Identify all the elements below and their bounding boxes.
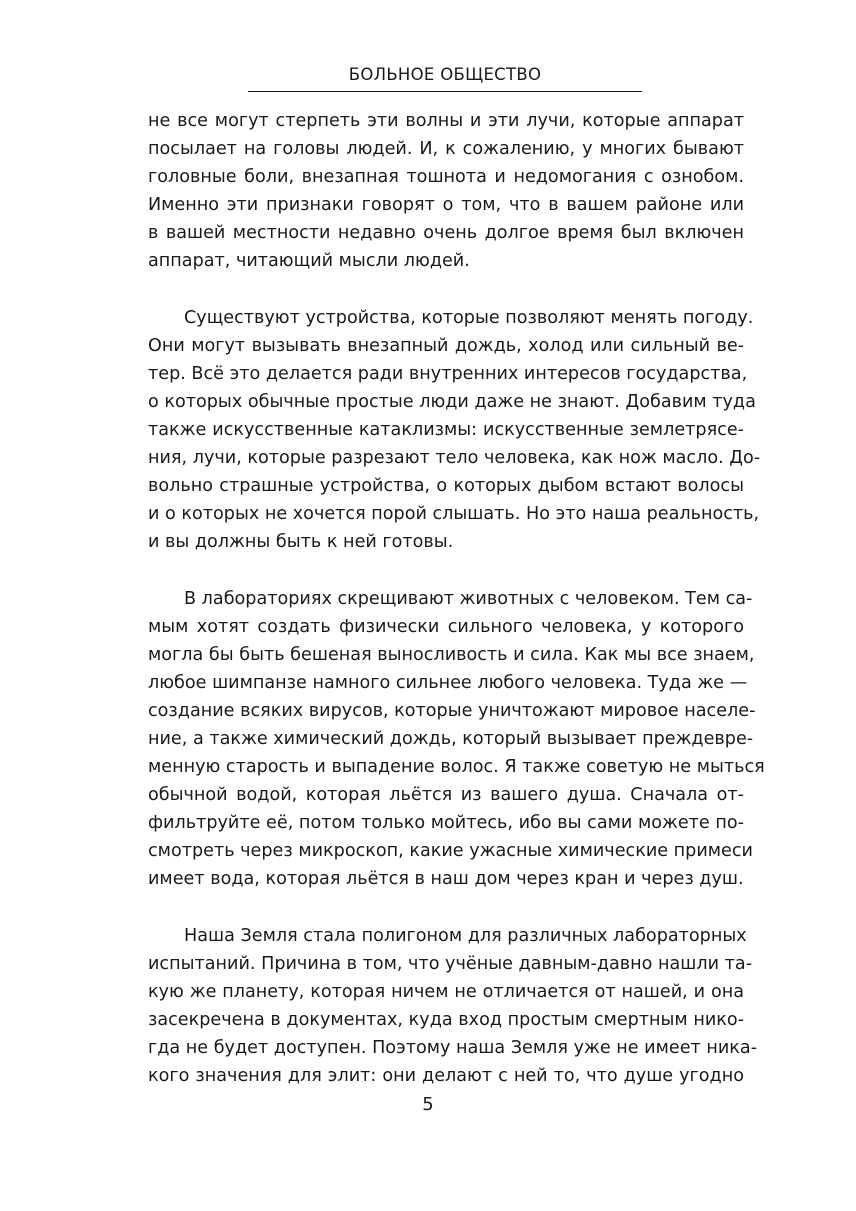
paragraph [148, 304, 761, 556]
text-line: имеет вода, которая льётся в наш дом через кран и через душ. [148, 869, 744, 889]
text-line: головные боли, внезапная тошнота и недомогания с ознобом. [148, 167, 744, 187]
text-line: о которых обычные простые люди даже не знают. Добавим туда [148, 392, 756, 412]
paragraph-gap [148, 893, 744, 922]
body-text [148, 107, 765, 1090]
text-line: вольно страшные устройства, о которых дыбом встают волосы [148, 476, 744, 496]
text-line: Они могут вызывать внезапный дождь, холод или сильный ве- [148, 336, 744, 356]
text-line: ния, лучи, которые разрезают тело человека, как нож масло. До- [148, 448, 761, 468]
text-line: любое шимпанзе намного сильнее любого человека. Туда же — [148, 673, 748, 693]
text-line: не все могут стерпеть эти волны и эти лучи, которые аппарат [148, 111, 744, 131]
text-line: гда не будет доступен. Поэтому наша Земля уже не имеет ника- [148, 1038, 758, 1058]
text-line: могла бы быть бешеная выносливость и сила. Как мы все знаем, [148, 645, 755, 665]
text-line: менную старость и выпадение волос. Я также советую не мыться [148, 757, 765, 777]
paragraph-gap [148, 556, 744, 585]
text-line: фильтруйте её, потом только мойтесь, ибо вы сами можете по- [148, 813, 744, 833]
text-line: аппарат, читающий мысли людей. [148, 251, 470, 271]
paragraph-gap [148, 275, 744, 304]
text-line: смотреть через микроскоп, какие ужасные химические примеси [148, 841, 753, 861]
text-line: Именно эти признаки говорят о том, что в вашем районе или [148, 195, 744, 215]
page-number: 5 [422, 1094, 434, 1115]
paragraph [148, 585, 765, 893]
text-line: ние, а также химический дождь, который вызывает преждевре- [148, 729, 754, 749]
running-head-title: БОЛЬНОЕ ОБЩЕСТВО [348, 65, 542, 84]
text-line: В лабораториях скрещивают животных с человеком. Тем са- [184, 589, 753, 609]
text-line: создание всяких вирусов, которые уничтожают мировое населе- [148, 701, 756, 721]
text-line: и вы должны быть к ней готовы. [148, 532, 454, 552]
text-line: в вашей местности недавно очень долгое время был включен [148, 223, 744, 243]
text-line: кого значения для элит: они делают с ней то, что душе угодно [148, 1066, 744, 1086]
text-line: кую же планету, которая ничем не отличается от нашей, и она [148, 982, 744, 1002]
text-line: засекречена в документах, куда вход простым смертным нико- [148, 1010, 744, 1030]
text-line: Наша Земля стала полигоном для различных лабораторных [184, 926, 747, 946]
text-line: также искусственные катаклизмы: искусственные землетрясе- [148, 420, 744, 440]
text-line: и о которых не хочется порой слышать. Но это наша реальность, [148, 504, 760, 524]
text-line: посылает на головы людей. И, к сожалению, у многих бывают [148, 139, 744, 159]
text-line: мым хотят создать физически сильного человека, у которого [148, 617, 744, 637]
paragraph [148, 107, 744, 275]
header-rule [248, 91, 642, 92]
text-line: Существуют устройства, которые позволяют менять погоду. [184, 308, 754, 328]
text-line: испытаний. Причина в том, что учёные давным-давно нашли та- [148, 954, 753, 974]
paragraph [148, 922, 758, 1090]
text-line: обычной водой, которая льётся из вашего душа. Сначала от- [148, 785, 744, 805]
text-line: тер. Всё это делается ради внутренних интересов государства, [148, 364, 748, 384]
